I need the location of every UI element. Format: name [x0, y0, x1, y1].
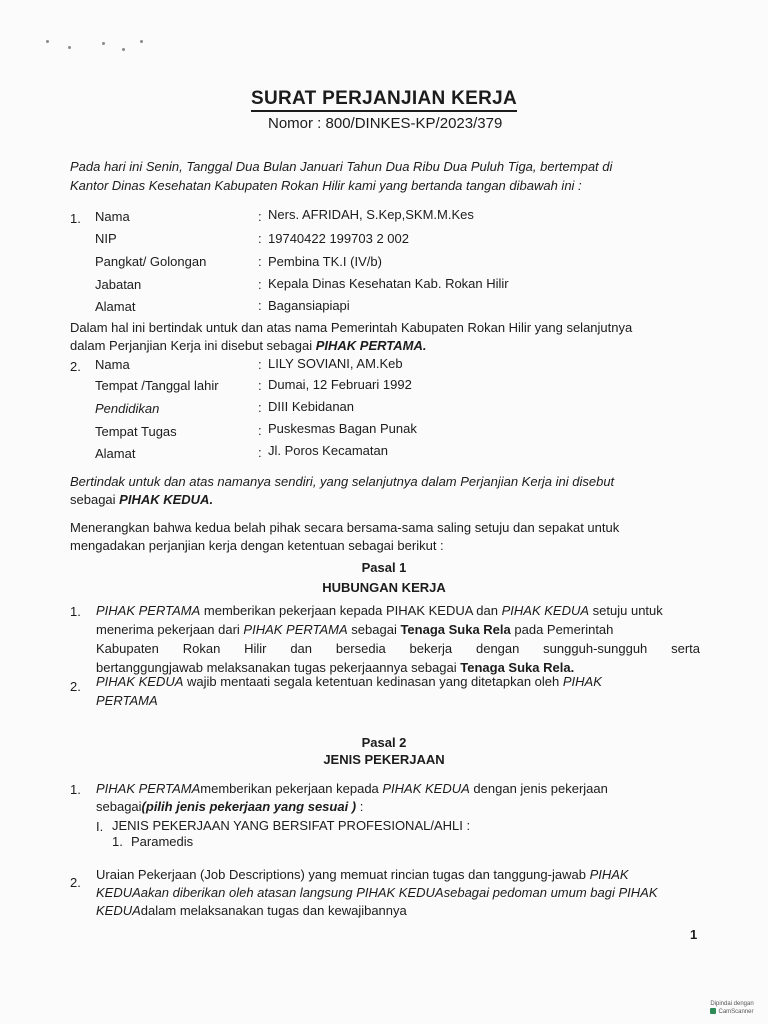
page-number: 1 [690, 927, 698, 942]
pasal1-item-number: 1. [70, 604, 81, 619]
pasal2-item-1-line-1: PIHAK PERTAMAmemberikan pekerjaan kepada PIHAK KEDUA dengan jenis pekerjaan [96, 781, 608, 796]
pasal2-item-number: 2. [70, 875, 81, 890]
party1-role-line-1: Dalam hal ini bertindak untuk dan atas nama Pemerintah Kabupaten Rokan Hilir yang selanjutnya [70, 320, 633, 335]
pasal1-label: Pasal 1 [361, 560, 407, 575]
scan-speck [122, 48, 125, 51]
pasal1-item-1-line-3: Kabupaten Rokan Hilir dan bersedia bekerja dengan sungguh-sungguh serta [96, 641, 700, 656]
field-colon: : [258, 423, 262, 438]
pasal2-sub-label: JENIS PEKERJAAN YANG BERSIFAT PROFESIONAL/AHLI : [112, 818, 471, 833]
party2-field-value: DIII Kebidanan [268, 399, 355, 414]
pasal1-item-2-line-1: PIHAK KEDUA wajib mentaati segala ketentuan kedinasan yang ditetapkan oleh PIHAK [96, 674, 602, 689]
document-title: SURAT PERJANJIAN KERJA [0, 88, 768, 110]
party1-field-value: Ners. AFRIDAH, S.Kep,SKM.M.Kes [268, 207, 474, 222]
pasal2-heading: JENIS PEKERJAAN [323, 752, 445, 767]
party1-field-label: Pangkat/ Golongan [95, 254, 207, 269]
pasal2-sub-number: I. [96, 819, 104, 834]
pasal2-item-2-line-1: Uraian Pekerjaan (Job Descriptions) yang memuat rincian tugas dan tanggung-jawab PIHAK [96, 867, 629, 882]
pasal2-subsub-label: Paramedis [131, 834, 194, 849]
pasal2-label: Pasal 2 [361, 735, 407, 750]
party1-field-label: Nama [95, 209, 130, 224]
pasal2-item-2-line-3: KEDUAdalam melaksanakan tugas dan kewajibannya [96, 903, 407, 918]
field-colon: : [258, 277, 262, 292]
scan-speck [102, 42, 105, 45]
scanner-caption: Dipindai dengan [710, 1001, 754, 1007]
pasal2-item-number: 1. [70, 782, 81, 797]
party2-field-label: Tempat Tugas [95, 424, 177, 439]
party2-field-label: Pendidikan [95, 401, 160, 416]
camscanner-logo-icon [710, 1008, 716, 1014]
field-colon: : [258, 254, 262, 269]
party2-field-value: Jl. Poros Kecamatan [268, 443, 388, 458]
field-colon: : [258, 357, 262, 372]
document-number: Nomor : 800/DINKES-KP/2023/379 [268, 115, 503, 132]
camscanner-watermark [704, 1000, 760, 1018]
party2-field-label: Nama [95, 357, 130, 372]
party1-field-value: Kepala Dinas Kesehatan Kab. Rokan Hilir [268, 276, 509, 291]
party2-number: 2. [70, 359, 81, 374]
pasal1-item-1-line-4: bertanggungjawab melaksanakan tugas pekerjaannya sebagai Tenaga Suka Rela. [96, 660, 575, 675]
party2-field-value: Puskesmas Bagan Punak [268, 421, 417, 436]
party1-field-value: Bagansiapiapi [268, 298, 350, 313]
party1-number: 1. [70, 211, 81, 226]
scan-speck [68, 46, 71, 49]
party2-role-line-2: sebagai PIHAK KEDUA. [70, 492, 214, 507]
field-colon: : [258, 400, 262, 415]
party1-role-line-2: dalam Perjanjian Kerja ini disebut sebagai PIHAK PERTAMA. [70, 338, 427, 353]
field-colon: : [258, 445, 262, 460]
opening-line-1: Pada hari ini Senin, Tanggal Dua Bulan Januari Tahun Dua Ribu Dua Puluh Tiga, bertempat di [70, 159, 613, 174]
scan-speck [140, 40, 143, 43]
pasal2-subsub-number: 1. [112, 834, 123, 849]
pasal1-item-1-line-2: menerima pekerjaan dari PIHAK PERTAMA sebagai Tenaga Suka Rela pada Pemerintah [96, 622, 614, 637]
pasal2-item-2-line-2: KEDUAakan diberikan oleh atasan langsung PIHAK KEDUAsebagai pedoman umum bagi PIHAK [96, 885, 658, 900]
scan-speck [46, 40, 49, 43]
scanner-brand: CamScanner [704, 1008, 760, 1016]
pasal1-item-number: 2. [70, 679, 81, 694]
agreement-line-2: mengadakan perjanjian kerja dengan ketentuan sebagai berikut : [70, 538, 444, 553]
agreement-line-1: Menerangkan bahwa kedua belah pihak secara bersama-sama saling setuju dan sepakat untuk [70, 520, 620, 535]
party1-field-label: Alamat [95, 299, 136, 314]
pasal1-heading: HUBUNGAN KERJA [322, 580, 446, 595]
party2-role-line-1: Bertindak untuk dan atas namanya sendiri, yang selanjutnya dalam Perjanjian Kerja ini disebut [70, 474, 615, 489]
field-colon: : [258, 298, 262, 313]
opening-line-2: Kantor Dinas Kesehatan Kabupaten Rokan Hilir kami yang bertanda tangan dibawah ini : [70, 178, 582, 193]
party2-field-value: LILY SOVIANI, AM.Keb [268, 356, 403, 371]
field-colon: : [258, 231, 262, 246]
field-colon: : [258, 209, 262, 224]
party2-field-label: Tempat /Tanggal lahir [95, 378, 219, 393]
party1-field-value: Pembina TK.I (IV/b) [268, 254, 382, 269]
field-colon: : [258, 378, 262, 393]
party2-field-label: Alamat [95, 446, 136, 461]
party1-field-value: 19740422 199703 2 002 [268, 231, 409, 246]
party2-field-value: Dumai, 12 Februari 1992 [268, 377, 412, 392]
pasal1-item-1-line-1: PIHAK PERTAMA memberikan pekerjaan kepada PIHAK KEDUA dan PIHAK KEDUA setuju untuk [96, 603, 663, 618]
pasal2-item-1-line-2: sebagai(pilih jenis pekerjaan yang sesuai ) : [96, 799, 364, 814]
pasal1-item-2-line-2: PERTAMA [96, 693, 158, 708]
party1-field-label: Jabatan [95, 277, 142, 292]
party1-field-label: NIP [95, 231, 117, 246]
